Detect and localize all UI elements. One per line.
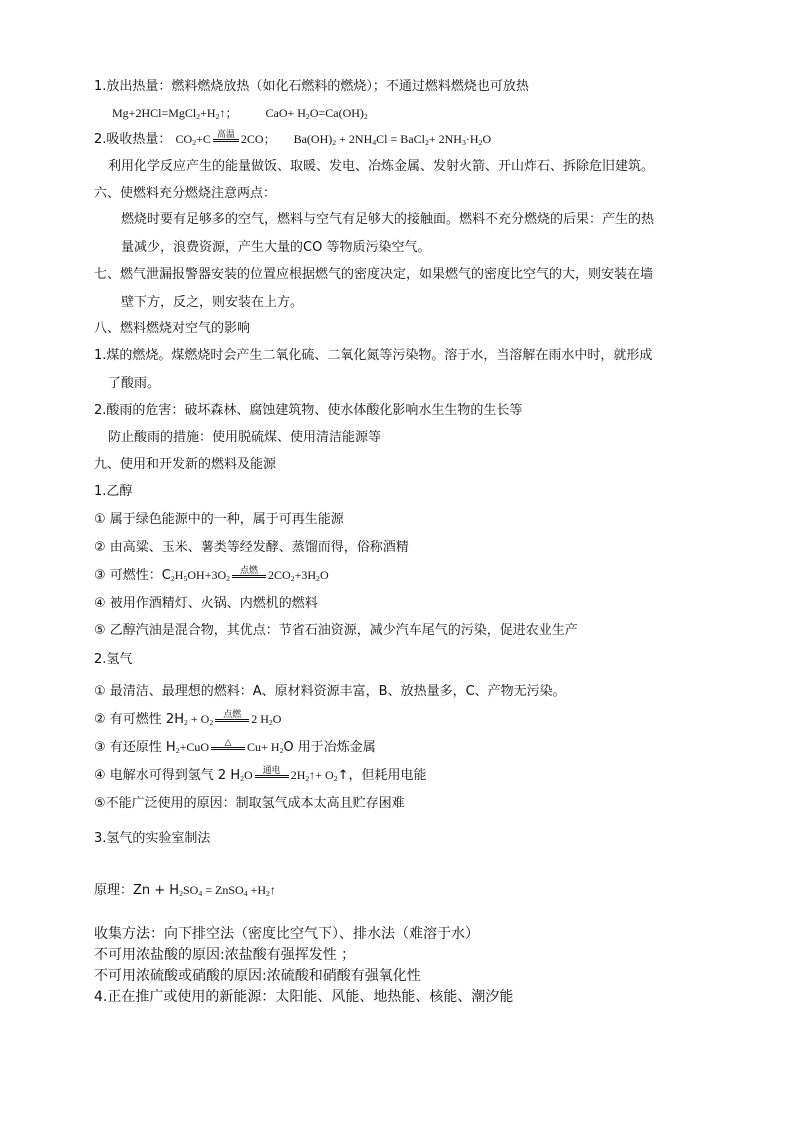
- reaction-condition-arrow: 点燃: [232, 566, 266, 578]
- coal-burning-line-2: 了酸雨。: [108, 376, 161, 391]
- reaction-condition-arrow: 点燃: [215, 710, 249, 722]
- coal-burning-line-1: 1.煤的燃烧。煤燃烧时会产生二氧化硫、二氧化氮等污染物。溶于水，当溶解在雨水中时，就形成: [94, 348, 653, 363]
- hcl-reason-line: 不可用浓盐酸的原因:浓盐酸有强挥发性 ；: [94, 947, 356, 963]
- hydrogen-item-1: ① 最清洁、最理想的燃料：A、原材料资源丰富，B、放热量多，C、产物无污染。: [94, 684, 566, 699]
- acid-rain-prevention-line: 防止酸雨的措施：使用脱硫煤、使用清洁能源等: [108, 430, 382, 445]
- reaction-condition-arrow: 通电: [255, 766, 289, 778]
- ethanol-heading: 1.乙醇: [94, 484, 133, 499]
- heat-release-line: 1.放出热量：燃料燃烧放热（如化石燃料的燃烧）；不通过燃料燃烧也可放热: [94, 79, 529, 94]
- hydrogen-item-5: ⑤不能广泛使用的原因：制取氢气成本太高且贮存困难: [94, 796, 405, 811]
- section-seven-text-2: 壁下方，反之，则安装在上方。: [121, 295, 304, 310]
- section-nine-heading: 九、使用和开发新的燃料及能源: [94, 457, 277, 472]
- reaction-condition-arrow: △: [211, 738, 245, 750]
- ethanol-item-1: ① 属于绿色能源中的一种，属于可再生能源: [94, 512, 344, 527]
- energy-usage-line: 利用化学反应产生的能量做饭、取暖、发电、冶炼金属、发射火箭、开山炸石、拆除危旧建筑。: [108, 159, 655, 174]
- equation-mg-hcl: $Mg+2HCl=MgCl_2+H_2↑$； $CaO+ H_2O=Ca(OH)_2$: [112, 106, 368, 121]
- section-six-text-2: 量减少，浪费资源，产生大量的CO 等物质污染空气。: [121, 240, 431, 255]
- heat-absorb-line: 2.吸收热量： $CO_2+C$ 高温 2CO； $Ba(OH)_2 + 2NH_4Cl$ = BaCl$_2$+ $2NH_3\cdot H_2O$: [94, 129, 492, 147]
- hydrogen-item-2: ② 有可燃性 $2H_2 + O_2$ 点燃 2 $H_2O$: [94, 709, 282, 727]
- ethanol-item-3: ③ 可燃性：$C_2H_5OH+3O_2$ 点燃 $2CO_2+3H_2O$: [94, 565, 329, 583]
- section-seven-text-1: 七、燃气泄漏报警器安装的位置应根据燃气的密度决定，如果燃气的密度比空气的大，则安装在墙: [94, 267, 654, 282]
- hydrogen-item-4: ④ 电解水可得到氢气 2 $H_2O$ 通电 $2H_2↑+$ $O_2↑$，但耗用电能: [94, 765, 427, 783]
- ethanol-item-2: ② 由高粱、玉米、薯类等经发酵、蒸馏而得，俗称酒精: [94, 540, 409, 555]
- section-eight-heading: 八、燃料燃烧对空气的影响: [94, 321, 251, 336]
- acid-rain-harm-line: 2.酸雨的危害：破坏森林、腐蚀建筑物、使水体酸化影响水生生物的生长等: [94, 403, 523, 418]
- hydrogen-lab-principle: 原理：$Zn + H_2SO_4$ = ZnSO$_4$ $+H_2↑$: [94, 883, 276, 898]
- hydrogen-lab-heading: 3.氢气的实验室制法: [94, 831, 211, 846]
- collection-method-line: 收集方法：向下排空法（密度比空气下）、排水法（难溶于水）: [94, 926, 479, 942]
- hydrogen-item-3: ③ 有还原性 $H_2+CuO$ △ $Cu+ H_2O$ 用于冶炼金属: [94, 737, 376, 755]
- section-six-heading: 六、使燃料充分燃烧注意两点：: [94, 186, 277, 201]
- section-six-text-1: 燃烧时要有足够多的空气，燃料与空气有足够大的接触面。燃料不充分燃烧的后果：产生的热: [121, 212, 655, 227]
- ethanol-item-5: ⑤ 乙醇汽油是混合物，其优点：节省石油资源，减少汽车尾气的污染，促进农业生产: [94, 623, 578, 638]
- hydrogen-heading: 2.氢气: [94, 652, 133, 667]
- sulfuric-reason-line: 不可用浓硫酸或硝酸的原因:浓硫酸和硝酸有强氧化性: [94, 968, 421, 984]
- ethanol-item-4: ④ 被用作酒精灯、火锅、内燃机的燃料: [94, 596, 318, 611]
- reaction-condition-arrow: 高温: [213, 130, 239, 142]
- new-energy-line: 4.正在推广或使用的新能源：太阳能、风能、地热能、核能、潮汐能: [94, 989, 514, 1005]
